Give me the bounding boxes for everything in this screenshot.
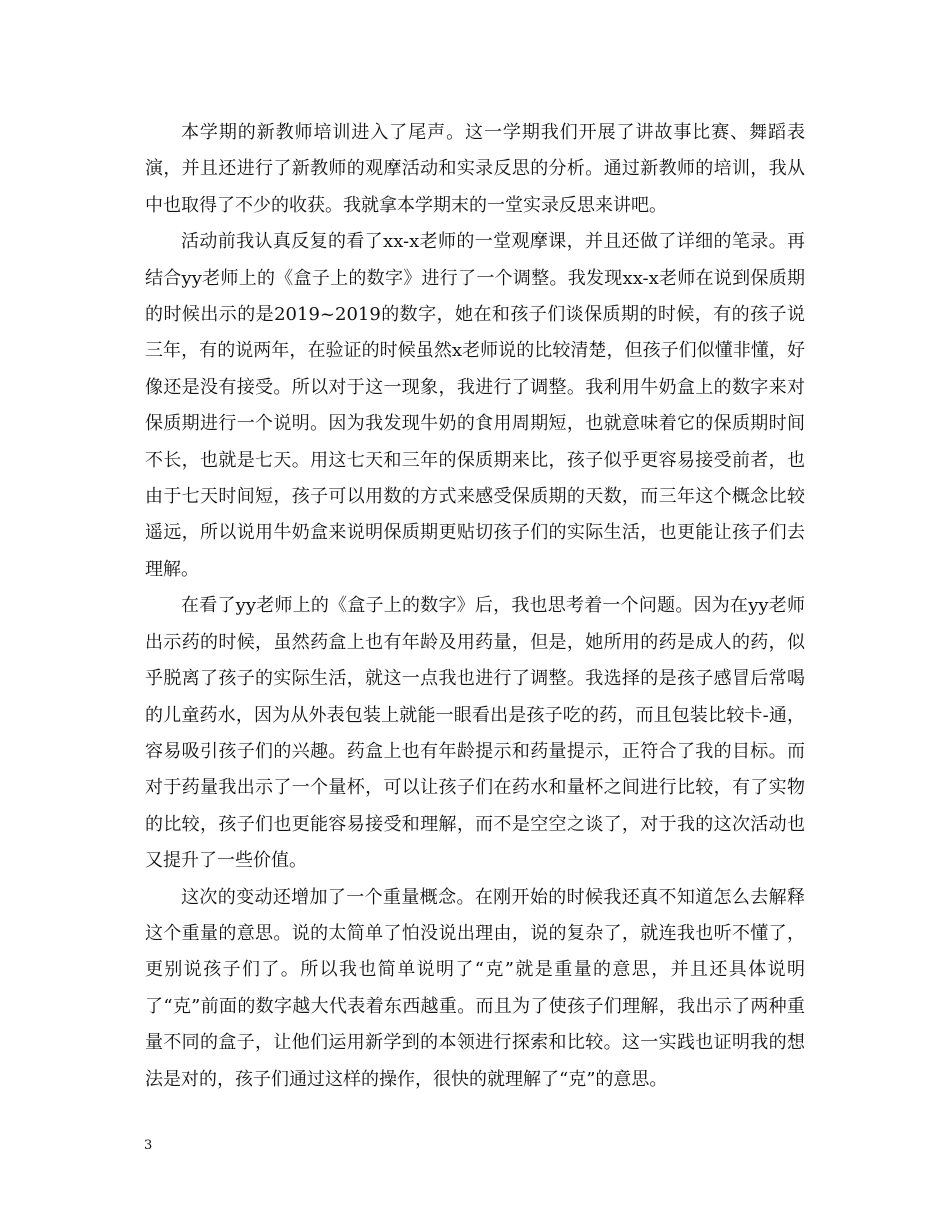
paragraph-1: 本学期的新教师培训进入了尾声。这一学期我们开展了讲故事比赛、舞蹈表演，并且还进行了新教师的观摩活动和实录反思的分析。通过新教师的培训，我从中也取得了不少的收获。我就拿本学期末的一堂实录反思来讲吧。 [145, 122, 805, 216]
page-number: 3 [144, 1138, 153, 1153]
paragraph-2: 活动前我认真反复的看了xx-x老师的一堂观摩课，并且还做了详细的笔录。再结合yy老师上的《盒子上的数字》进行了一个调整。我发现xx-x老师在说到保质期的时候出示的是2019~2019的数字，她在和孩子们谈保质期的时候，有的孩子说三年，有的说两年，在验证的时候虽然x老师说的比较清楚，但孩子们似懂非懂，好像还是没有接受。所以对于这一现象，我进行了调整。我利用牛奶盒上的数字来对保质期进行一个说明。因为我发现牛奶的食用周期短，也就意味着它的保质期时间不长，也就是七天。用这七天和三年的保质期来比，孩子似乎更容易接受前者，也由于七天时间短，孩子可以用数的方式来感受保质期的天数，而三年这个概念比较遥远，所以说用牛奶盒来说明保质期更贴切孩子们的实际生活，也更能让孩子们去理解。 [145, 231, 805, 580]
paragraph-3: 在看了yy老师上的《盒子上的数字》后，我也思考着一个问题。因为在yy老师出示药的时候，虽然药盒上也有年龄及用药量，但是，她所用的药是成人的药，似乎脱离了孩子的实际生活，就这一点我也进行了调整。我选择的是孩子感冒后常喝的儿童药水，因为从外表包装上就能一眼看出是孩子吃的药，而且包装比较卡-通，容易吸引孩子们的兴趣。药盒上也有年龄提示和药量提示，正符合了我的目标。而对于药量我出示了一个量杯，可以让孩子们在药水和量杯之间进行比较，有了实物的比较，孩子们也更能容易接受和理解，而不是空空之谈了，对于我的这次活动也又提升了一些价值。 [145, 595, 805, 872]
body-text [145, 115, 805, 1098]
paragraph-4: 这次的变动还增加了一个重量概念。在刚开始的时候我还真不知道怎么去解释这个重量的意思。说的太简单了怕没说出理由，说的复杂了，就连我也听不懂了，更别说孩子们了。所以我也简单说明了“克”就是重量的意思，并且还具体说明了“克”前面的数字越大代表着东西越重。而且为了使孩子们理解，我出示了两种重量不同的盒子，让他们运用新学到的本领进行探索和比较。这一实践也证明我的想法是对的，孩子们通过这样的操作，很快的就理解了“克”的意思。 [145, 886, 805, 1090]
